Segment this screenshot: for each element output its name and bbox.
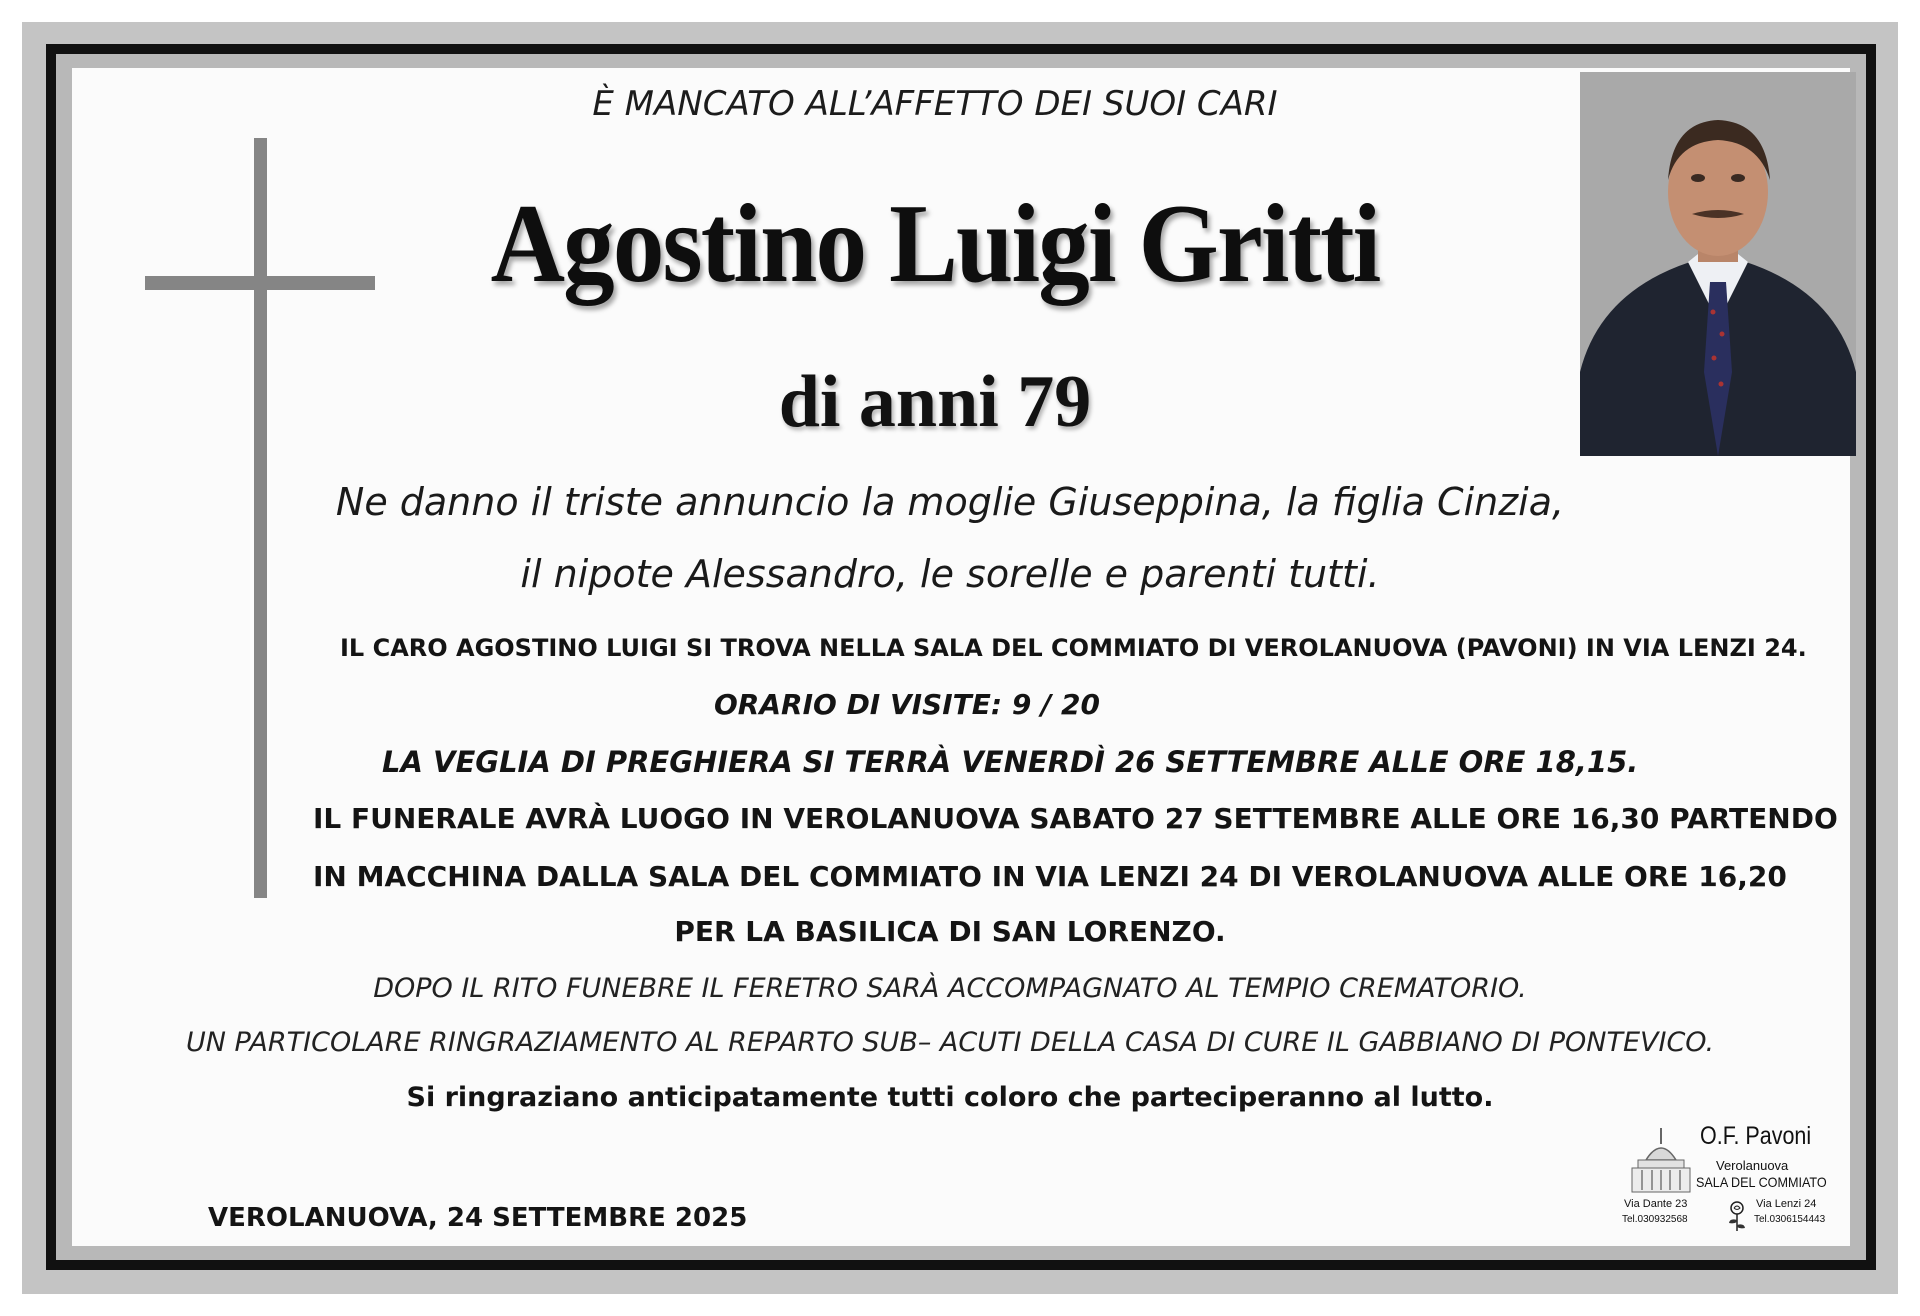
cremation-line: DOPO IL RITO FUNEBRE IL FERETRO SARÀ ACCOMPAGNATO AL TEMPIO CREMATORIO. bbox=[373, 973, 1527, 1004]
logo-phone-1: Tel.030932568 bbox=[1622, 1214, 1688, 1225]
portrait-photo bbox=[1580, 72, 1856, 456]
logo-address-2: Via Lenzi 24 bbox=[1756, 1198, 1817, 1210]
visiting-hours: ORARIO DI VISITE: 9 / 20 bbox=[714, 688, 1100, 721]
logo-address-1: Via Dante 23 bbox=[1624, 1198, 1688, 1210]
funeral-home-logo bbox=[1620, 1122, 1836, 1234]
rose-icon bbox=[1724, 1200, 1750, 1232]
logo-sala: SALA DEL COMMIATO bbox=[1696, 1174, 1827, 1190]
thanks-line: UN PARTICOLARE RINGRAZIAMENTO AL REPARTO SUB– ACUTI DELLA CASA DI CURE IL GABBIANO DI PONTEVICO. bbox=[185, 1027, 1715, 1058]
prayer-vigil-line: LA VEGLIA DI PREGHIERA SI TERRÀ VENERDÌ 26 SETTEMBRE ALLE ORE 18,15. bbox=[382, 745, 1639, 779]
basilica-icon bbox=[1626, 1126, 1696, 1198]
logo-phone-2: Tel.0306154443 bbox=[1754, 1214, 1826, 1225]
logo-brand: O.F. Pavoni bbox=[1700, 1122, 1812, 1150]
family-announcement-line-2: il nipote Alessandro, le sorelle e parenti tutti. bbox=[520, 552, 1380, 596]
deceased-age: di anni 79 bbox=[778, 361, 1092, 443]
funeral-line-1: IL FUNERALE AVRÀ LUOGO IN VEROLANUOVA SABATO 27 SETTEMBRE ALLE ORE 16,30 PARTENDO bbox=[313, 802, 1838, 835]
funeral-line-3: PER LA BASILICA DI SAN LORENZO. bbox=[674, 915, 1226, 948]
date-line: VEROLANUOVA, 24 SETTEMBRE 2025 bbox=[208, 1203, 748, 1233]
deceased-name: Agostino Luigi Gritti bbox=[490, 182, 1380, 306]
logo-city: Verolanuova bbox=[1716, 1158, 1789, 1173]
family-announcement-line-1: Ne danno il triste annuncio la moglie Giuseppina, la figlia Cinzia, bbox=[335, 480, 1565, 524]
location-line: IL CARO AGOSTINO LUIGI SI TROVA NELLA SALA DEL COMMIATO DI VEROLANUOVA (PAVONI) IN VIA LENZI 24. bbox=[340, 634, 1807, 662]
announcement-header: È MANCATO ALL’AFFETTO DEI SUOI CARI bbox=[592, 84, 1278, 124]
closing-thanks: Si ringraziano anticipatamente tutti coloro che parteciperanno al lutto. bbox=[406, 1082, 1494, 1113]
funeral-line-2: IN MACCHINA DALLA SALA DEL COMMIATO IN VIA LENZI 24 DI VEROLANUOVA ALLE ORE 16,20 bbox=[313, 860, 1787, 893]
